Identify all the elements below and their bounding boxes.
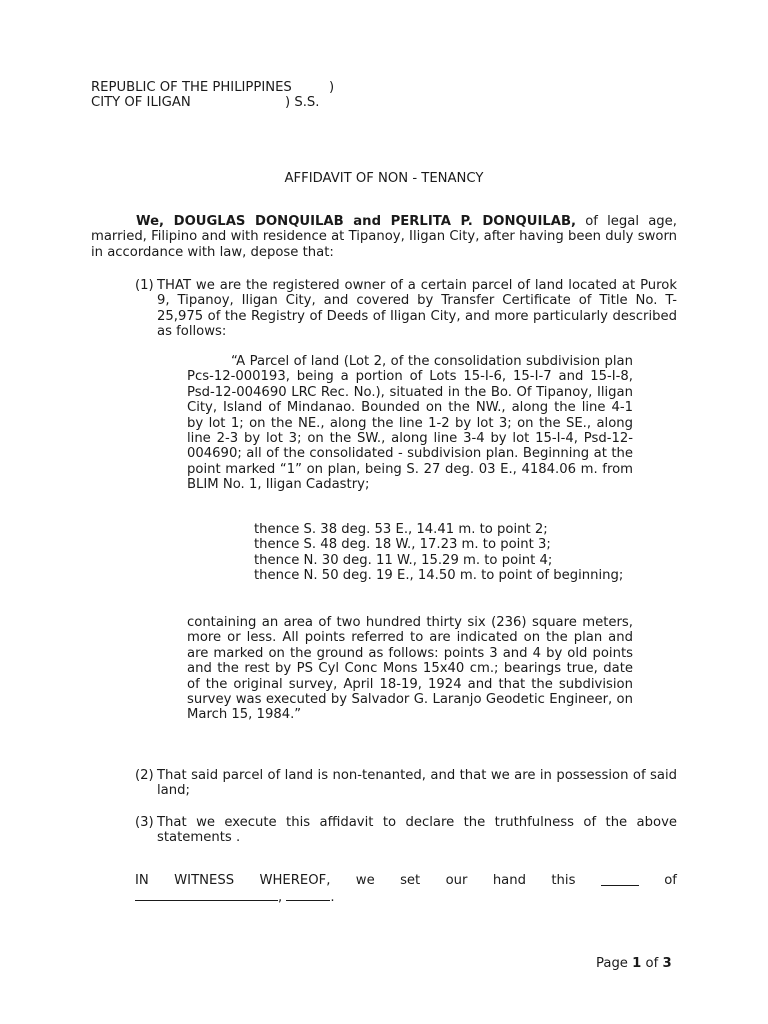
venue-city-text: CITY OF ILIGAN xyxy=(91,95,191,111)
venue-block xyxy=(91,80,391,111)
item-3-number: (3) xyxy=(135,815,154,830)
year-blank-line[interactable] xyxy=(286,888,330,901)
item-2 xyxy=(135,768,677,799)
bounds-list xyxy=(254,522,633,584)
page-footer xyxy=(596,956,672,971)
witness-word: set xyxy=(400,873,421,888)
item-2-text: That said parcel of land is non-tenanted, and that we are in possession of said land; xyxy=(157,768,677,799)
witness-word: WHEREOF, xyxy=(259,873,331,888)
item-3 xyxy=(135,815,677,846)
bound-line-2: thence S. 48 deg. 18 W., 17.23 m. to point 3; xyxy=(254,537,551,553)
month-blank-line[interactable] xyxy=(135,888,278,901)
item-1-text: THAT we are the registered owner of a certain parcel of land located at Purok 9, Tipanoy, Iligan City, and covered by Transfer Certificate of Title No. T-25,975 of the Registry of Deeds of Iligan City, and more particularly described as follows: xyxy=(157,278,677,340)
venue-line-republic xyxy=(91,80,391,95)
witness-comma: , xyxy=(278,890,283,906)
venue-republic-text: REPUBLIC OF THE PHILIPPINES xyxy=(91,80,292,95)
witness-word: we xyxy=(355,873,375,888)
witness-word: hand xyxy=(492,873,526,888)
witness-period: . xyxy=(330,890,335,906)
page-label: Page xyxy=(596,956,628,971)
item-1 xyxy=(135,278,677,340)
witness-word: our xyxy=(445,873,468,888)
page-of-label: of xyxy=(645,956,659,971)
bound-line-4: thence N. 50 deg. 19 E., 14.50 m. to point of beginning; xyxy=(254,568,624,584)
witness-clause xyxy=(135,873,677,906)
witness-word: this xyxy=(551,873,576,888)
land-description-quote xyxy=(187,354,633,493)
venue-republic-paren: ) xyxy=(329,80,335,95)
bound-line-1: thence S. 38 deg. 53 E., 14.41 m. to point 2; xyxy=(254,522,548,537)
witness-word: WITNESS xyxy=(174,873,235,888)
document-title: AFFIDAVIT OF NON - TENANCY xyxy=(284,171,484,186)
day-blank-line[interactable] xyxy=(601,873,639,886)
item-1-number: (1) xyxy=(135,278,154,293)
total-pages: 3 xyxy=(662,956,672,971)
venue-line-city xyxy=(91,95,391,110)
bound-line-3: thence N. 30 deg. 11 W., 15.29 m. to point 4; xyxy=(254,552,553,568)
witness-word: IN xyxy=(135,873,149,888)
page-number: 1 xyxy=(632,956,642,971)
witness-line-2 xyxy=(135,888,677,905)
venue-city-ss: ) S.S. xyxy=(285,95,320,111)
witness-of: of xyxy=(664,873,677,888)
intro-text: of legal age, married, Filipino and with residence at Tipanoy, Iligan City, after having been duly sworn in accordance with law, depose that: xyxy=(91,214,677,260)
area-description: containing an area of two hundred thirty six (236) square meters, more or less. All points referred to are indicated on the plan and are marked on the ground as follows: points 3 and 4 by old points and the rest by PS Cyl Conc Mons 15x40 cm.; bearings true, date of the original survey, April 18-19, 1924 and that the subdivision survey was executed by Salvador G. Laranjo Geodetic Engineer, on March 15, 1984.” xyxy=(187,615,633,723)
land-description-text: “A Parcel of land (Lot 2, of the consolidation subdivision plan Pcs-12-000193, being a portion of Lots 15-I-6, 15-I-7 and 15-I-8, Psd-12-004690 LRC Rec. No.), situated in the Bo. Of Tipanoy, Iligan City, Island of Mindanao. Bounded on the NW., along the line 4-1 by lot 1; on the NE., along the line 1-2 by lot 3; on the SE., along line 2-3 by lot 3; on the SW., along line 3-4 by lot 15-I-4, Psd-12-004690; all of the consolidated - subdivision plan. Beginning at the point marked “1” on plan, being S. 27 deg. 03 E., 4184.06 m. from BLIM No. 1, Iligan Cadastry; xyxy=(187,354,633,493)
witness-line-1 xyxy=(135,873,677,888)
intro-paragraph xyxy=(91,214,677,260)
affiant-names: We, DOUGLAS DONQUILAB and PERLITA P. DONQUILAB, xyxy=(136,214,577,229)
item-2-number: (2) xyxy=(135,768,154,783)
item-3-text: That we execute this affidavit to declare the truthfulness of the above statements . xyxy=(157,815,677,846)
